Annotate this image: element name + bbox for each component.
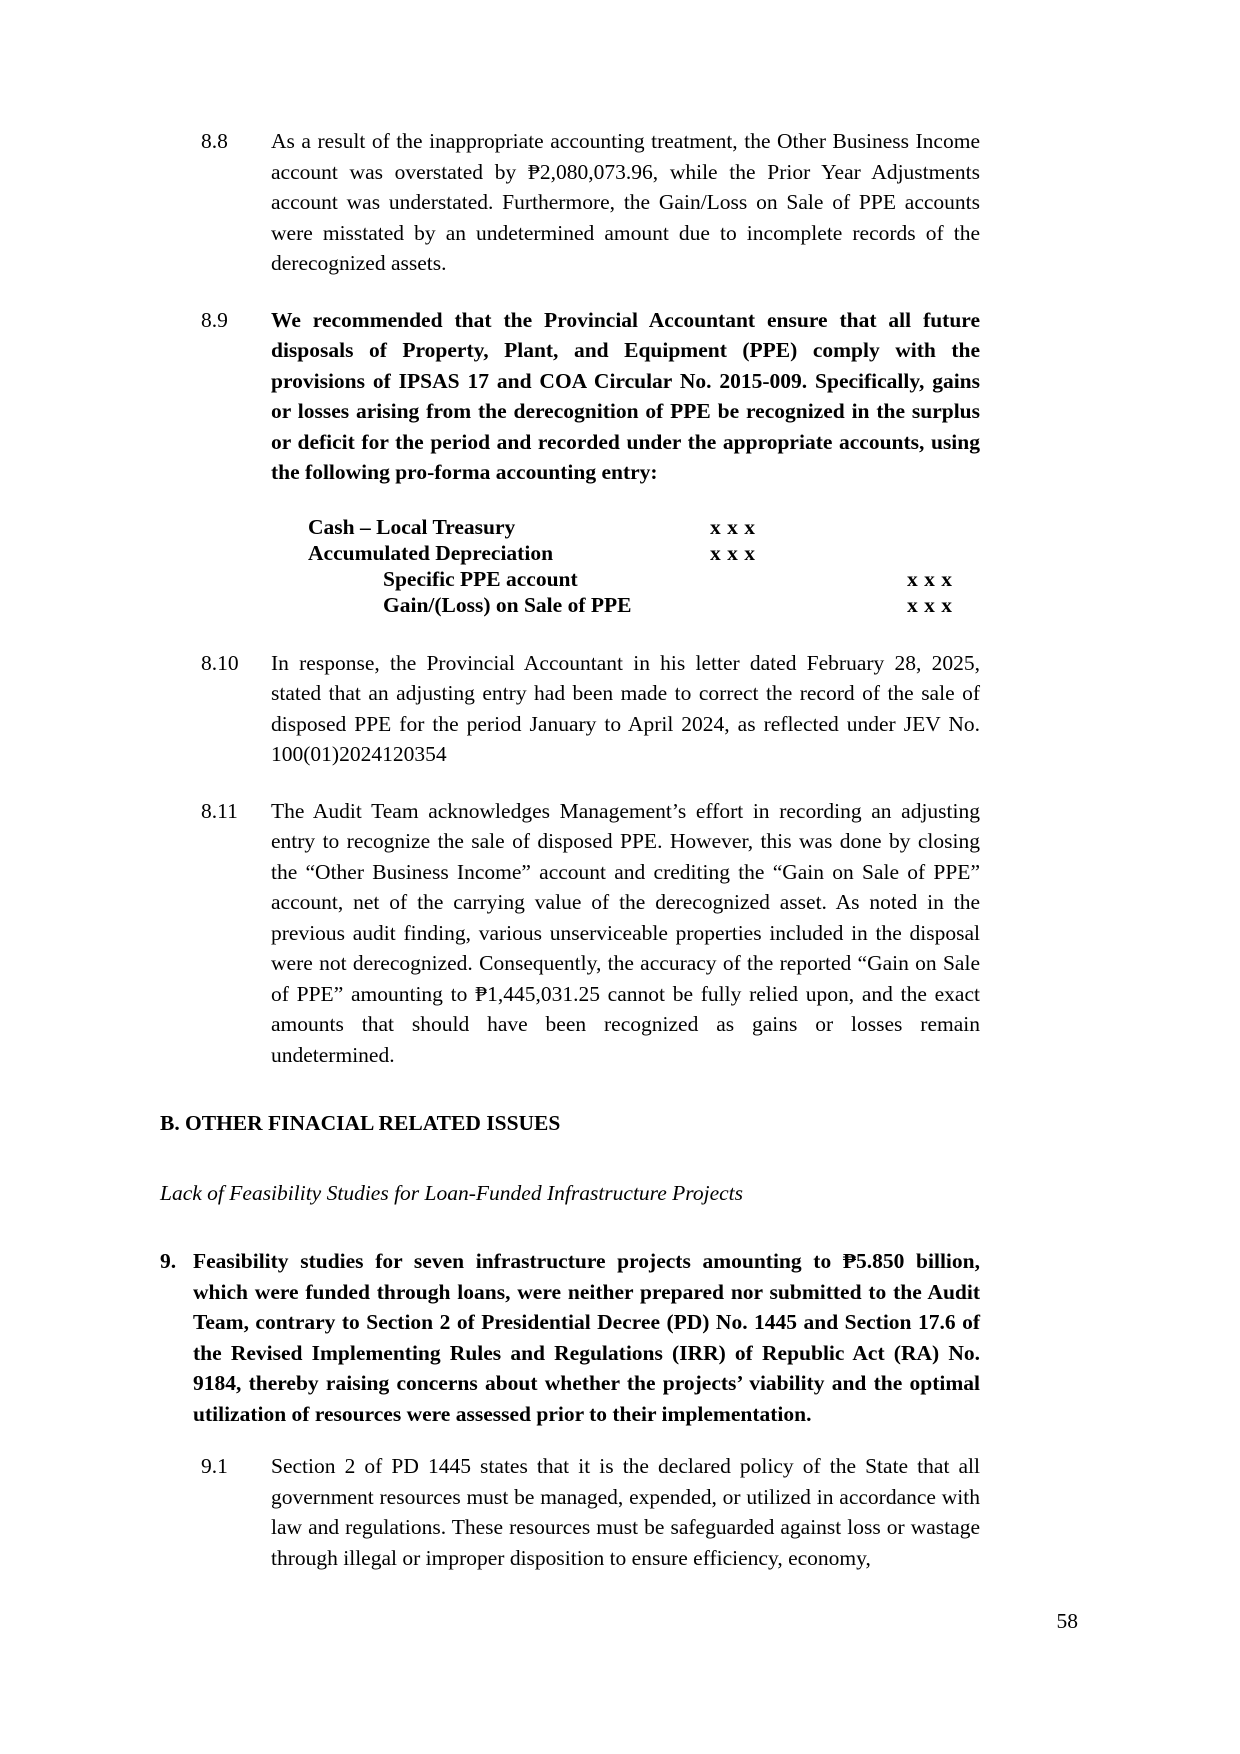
journal-account-label: Accumulated Depreciation [308,540,554,565]
paragraph-8-11-number: 8.11 [201,798,238,823]
finding-9-subtitle: Lack of Feasibility Studies for Loan-Funded Infrastructure Projects [160,1181,744,1205]
journal-debit-amount: x x x [710,514,756,539]
journal-entry-row [308,540,980,566]
page-content [160,126,980,1599]
paragraph-8-8-number: 8.8 [201,129,228,153]
finding-9-number: 9. [160,1249,177,1273]
journal-entry-block [168,514,980,618]
paragraph-9-1 [168,1451,980,1573]
paragraph-8-10-number: 8.10 [201,650,239,675]
paragraph-8-9-text: We recommended that the Provincial Accountant ensure that all future disposals of Property, Plant, and Equipment (PPE) comply with the provisions of IPSAS 17 and COA Circular No. 2015-009. Specifically, gains or losses arising from the derecognition of PPE be recognized in the surplus or deficit for the period and recorded under the appropriate accounts, using the following pro-forma accounting entry: [271,307,980,484]
paragraph-9-1-text: Section 2 of PD 1445 states that it is the declared policy of the State that all government resources must be managed, expended, or utilized in accordance with law and regulations. These resources must be safeguarded against loss or wastage through illegal or improper disposition to ensure efficiency, economy, [271,1454,980,1570]
finding-9 [160,1246,980,1429]
section-b-heading [160,1108,980,1138]
journal-entry-row [308,566,980,592]
journal-credit-amount: x x x [907,592,953,617]
section-b-letter: B. [160,1111,180,1135]
journal-debit-amount: x x x [710,540,756,565]
journal-account-label: Gain/(Loss) on Sale of PPE [383,592,632,617]
paragraph-8-10-text: In response, the Provincial Accountant in his letter dated February 28, 2025, stated that an adjusting entry had been made to correct the record of the sale of disposed PPE for the period January to April 2024, as reflected under JEV No. 100(01)2024120354 [271,650,980,766]
journal-credit-amount: x x x [907,566,953,591]
spacer [168,1429,980,1451]
section-b-title: OTHER FINACIAL RELATED ISSUES [185,1111,561,1135]
journal-account-label: Cash – Local Treasury [308,514,516,539]
journal-account-label: Specific PPE account [383,566,578,591]
paragraph-8-8-text: As a result of the inappropriate accounting treatment, the Other Business Income account was overstated by ₱2,080,073.96, while the Prior Year Adjustments account was understated. Furthermore, the Gain/Loss on Sale of PPE accounts were misstated by an undetermined amount due to incomplete records of the derecognized assets. [271,129,980,275]
paragraph-8-9 [168,305,980,488]
journal-entry-row [308,514,980,540]
finding-9-text: Feasibility studies for seven infrastructure projects amounting to ₱5.850 billion, which were funded through loans, were neither prepared nor submitted to the Audit Team, contrary to Section 2 of Presidential Decree (PD) No. 1445 and Section 17.6 of the Revised Implementing Rules and Regulations (IRR) of Republic Act (RA) No. 9184, thereby raising concerns about whether the projects’ viability and the optimal utilization of resources were assessed prior to their implementation. [193,1249,980,1426]
paragraph-8-8 [168,126,980,279]
paragraph-8-11-text: The Audit Team acknowledges Management’s effort in recording an adjusting entry to recognize the sale of disposed PPE. However, this was done by closing the “Other Business Income” account and crediting the “Gain on Sale of PPE” account, net of the carrying value of the derecognized asset. As noted in the previous audit finding, various unserviceable properties included in the disposal were not derecognized. Consequently, the accuracy of the reported “Gain on Sale of PPE” amounting to ₱1,445,031.25 cannot be fully relied upon, and the exact amounts that should have been recognized as gains or losses remain undetermined. [271,798,980,1067]
journal-entry-row [308,592,980,618]
paragraph-9-1-number: 9.1 [201,1454,228,1478]
paragraph-8-9-number: 8.9 [201,307,228,332]
page-number: 58 [1056,1609,1078,1633]
paragraph-8-10 [168,648,980,770]
paragraph-8-11 [168,796,980,1071]
